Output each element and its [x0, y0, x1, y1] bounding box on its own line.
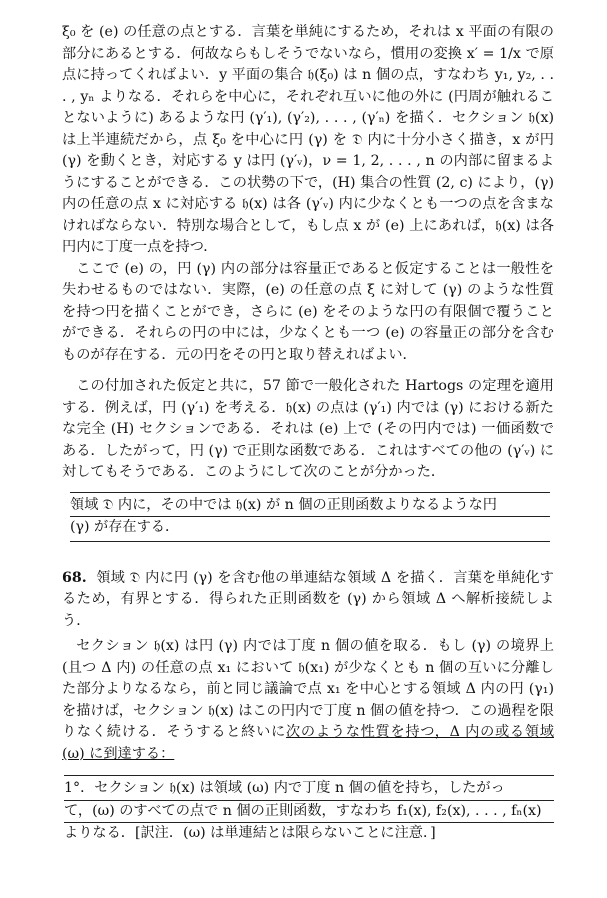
property-line-3: よりなる．[訳注．(ω) は単連結とは限らないことに注意．] — [64, 825, 436, 841]
property-line-2: て，(ω) のすべての点で n 個の正則函数，すなわち f₁(x), f₂(x), . . . , fₙ(x) — [64, 801, 554, 824]
property-line-1: 1°．セクション 𝔥(x) は領域 (ω) 内で丁度 n 個の値を持ち，したがっ — [64, 778, 554, 801]
boxed-statement-1 — [70, 492, 550, 542]
section-text: 領域 𝔇 内に円 (γ) を含む他の単連結な領域 Δ を描く．言葉を単純化するため，有界とする．得られた正則函数を (γ) から領域 Δ へ解析接続しよう． — [62, 569, 554, 629]
page-body — [62, 22, 554, 845]
paragraph-1: ξ₀ を (e) の任意の点とする．言葉を単純にするため，それは x 平面の有限の部分にあるとする．何故ならもしそうでないなら，慣用の変換 x′ = 1/x で原点に持ってくればよい．y 平面の集合 𝔥(ξ₀) は n 個の点，すなわち y₁, y₂, . . . , yₙ よりなる．それらを中心に，それぞれ互いに他の外に (円周が触れることないように) あるような円 (γ′₁), (γ′₂), . . . , (γ′ₙ) を描く．セクション 𝔥(x) は上半連続だから，点 ξ₀ を中心に円 (γ) を 𝔇 内に十分小さく描き，x が円 (γ) を動くとき，対応する y は円 (γ′ᵥ)，ν = 1, 2, . . . , n の内部に留まるようにすることができる．この状勢の下で，(H) 集合の性質 (2, c) により，(γ) 内の任意の点 x に対応する 𝔥(x) は各 (γ′ᵥ) 内に少なくとも一つの点を含まなければならない．特別な場合として，もし点 x が (e) 上にあれば，𝔥(x) は各円内に丁度一点を持つ． — [62, 24, 554, 255]
paragraph-3: この付加された仮定と共に，57 節で一般化された Hartogs の定理を適用する．例えば，円 (γ′₁) を考える．𝔥(x) の点は (γ′₁) 内では (γ) における新たな完全 (H) セクションである．それは (e) 上で (その円内では) 一価函数である．したがって，円 (γ) で正則な函数である．これはすべての他の (γ′ᵥ) に対してもそうである．このようにして次のことが分かった． — [62, 378, 554, 480]
boxed-statement-line-2: (γ) が存在する． — [70, 519, 180, 535]
section-68 — [62, 568, 554, 633]
property-statement — [64, 775, 554, 845]
paragraph-5-underlined: 次のような性質を持つ，Δ 内の或る領域 (ω) に到達する： — [62, 724, 554, 762]
section-number: 68. — [62, 569, 87, 586]
paragraph-5-main: セクション 𝔥(x) は円 (γ) 内では丁度 n 個の値を取る．もし (γ) の境界上 (且つ Δ 内) の任意の点 x₁ において 𝔥(x₁) が少なくとも n 個の互いに分離した部分よりなるなら，前と同じ議論で点 x₁ を中心とする領域 Δ 内の円 (γ₁) を描けば，セクション 𝔥(x) はこの円内で丁度 n 個の値を持つ．この過程を限りなく続ける．そうすると終いに — [62, 638, 554, 740]
boxed-statement-line-1: 領域 𝔇 内に，その中では 𝔥(x) が n 個の正則函数よりなるような円 — [70, 495, 550, 518]
paragraph-2: ここで (e) の，円 (γ) 内の部分は容量正であると仮定することは一般性を失わせるものではない．実際，(e) の任意の点 ξ に対して (γ) のような性質を持つ円を描くことができ，さらに (e) をそのような円の有限個で覆うことができる．それらの円の中には，少なくとも一つ (e) の容量正の部分を含むものが存在する．元の円をその円と取り替えればよい． — [62, 260, 554, 363]
paragraph-5 — [62, 636, 554, 765]
